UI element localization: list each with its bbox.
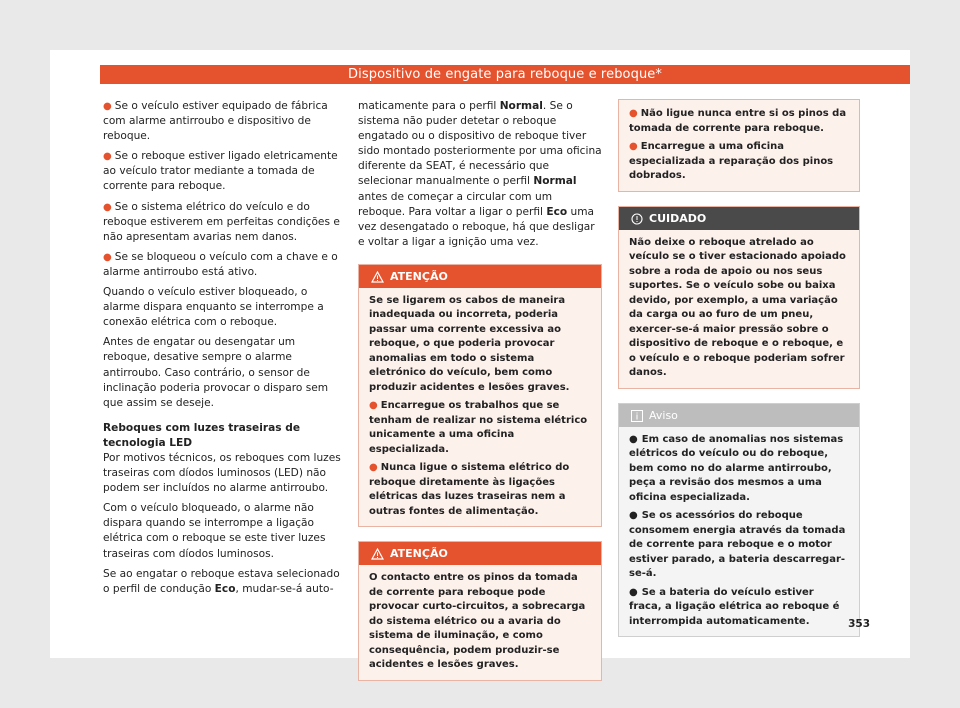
warning-box [358, 264, 602, 528]
warning-box [358, 541, 602, 681]
paragraph: Se ao engatar o reboque estava selecionado o perfil de condução Eco, mudar-se-á auto- [103, 567, 340, 595]
info-icon [631, 410, 643, 422]
exclamation-circle-icon [631, 213, 643, 225]
bullet-text: Se se bloqueou o veículo com a chave e o alarme antirroubo está ativo. [103, 250, 338, 278]
bullet-text: Se o veículo estiver equipado de fábrica com alarme antirroubo e dispositivo de reboque. [103, 100, 328, 143]
list-item: ● Se os acessórios do reboque consomem energia através da tomada de corrente para reboque e o motor estiver parado, a bateria descarregar-se-á. [629, 510, 846, 579]
warning-title: ATENÇÃO [359, 542, 601, 565]
warning-triangle-icon [371, 548, 384, 560]
list-item: ● Encarregue os trabalhos que se tenham de realizar no sistema elétrico unicamente a uma oficina especializada. [369, 400, 588, 455]
warning-title: ATENÇÃO [359, 265, 601, 288]
warning-text: Se se ligarem os cabos de maneira inadequada ou incorreta, poderia passar uma corrente excessiva ao reboque, o que poderia provocar anomalias em todo o sistema eletrónico do veículo, bem como produzir acidentes e lesões graves. [369, 294, 570, 393]
bullet-icon: ● [629, 433, 638, 445]
paragraph: Por motivos técnicos, os reboques com luzes traseiras com díodos luminosos (LED) não podem ser incluídos no alarme antirroubo. [103, 451, 341, 495]
warning-box-continued [618, 99, 860, 192]
profile-name: Eco [214, 582, 236, 595]
list-item [103, 99, 344, 144]
note-box [618, 403, 860, 638]
paragraph: Com o veículo bloqueado, o alarme não dispara quando se interrompe a ligação elétrica com o reboque se este tiver luzes traseiras com díodos luminosos. [103, 502, 326, 560]
list-item: ● Encarregue a uma oficina especializada a reparação dos pinos dobrados. [629, 141, 834, 181]
bullet-icon: ● [103, 101, 112, 112]
caution-box [618, 206, 860, 389]
bullet-icon: ● [103, 151, 112, 163]
bullet-icon: ● [629, 108, 638, 119]
column-3 [618, 99, 860, 637]
page-number: 353 [848, 618, 870, 630]
bullet-icon: ● [629, 586, 638, 598]
list-item [103, 200, 344, 245]
bullet-icon: ● [369, 400, 378, 412]
page [50, 50, 910, 671]
column-1 [103, 99, 344, 602]
note-body [619, 427, 859, 637]
page-header: Dispositivo de engate para reboque e reboque* [100, 65, 910, 84]
list-item [103, 149, 344, 194]
caution-text: Não deixe o reboque atrelado ao veículo se o tiver estacionado apoiado sobre a roda de apoio ou nos seus suportes. Se o veículo sobe ou baixa devido, por exemplo, a uma variação da carga ou ao furo de um pneu, exercer-se-á maior pressão sobre o dispositivo de reboque e o reboque, e o veículo e o reboque poderiam sofrer danos. [629, 236, 846, 378]
caution-title: CUIDADO [619, 207, 859, 230]
bullet-icon: ● [103, 201, 112, 213]
bullet-text: Se o sistema elétrico do veículo e do reboque estiverem em perfeitas condições e não apresentam avarias nem danos. [103, 200, 340, 243]
paragraph: maticamente para o perfil Normal. Se o sistema não puder detetar o reboque engatado ou o dispositivo de reboque tiver sido montado posteriormente por uma oficina diferente da SEAT, é necessário que selecionar manualmente o perfil Normal antes de começar a circular com um reboque. Para voltar a ligar o perfil Eco uma vez desengatado o reboque, há que desligar e voltar a ligar a ignição uma vez. [358, 100, 602, 248]
warning-body [359, 288, 601, 527]
list-item: ● Se a bateria do veículo estiver fraca, a ligação elétrica ao reboque é interrompida automaticamente. [629, 586, 840, 627]
list-item: ● Nunca ligue o sistema elétrico do reboque diretamente às ligações elétricas das luzes traseiras nem a outras fontes de alimentação. [369, 462, 570, 517]
warning-text: O contacto entre os pinos da tomada de corrente para reboque pode provocar curto-circuitos, a sobrecarga do sistema elétrico ou a avaria do sistema de iluminação, e como consequência, podem produzir-se acidentes e lesões graves. [369, 572, 586, 671]
bullet-icon: ● [629, 141, 638, 152]
bullet-text: Se o reboque estiver ligado eletricamente ao veículo trator mediante a tomada de corrente para reboque. [103, 150, 338, 193]
list-item: ● Em caso de anomalias nos sistemas elétricos do veículo ou do reboque, bem como no do alarme antirroubo, peça a revisão dos mesmos a uma oficina especializada. [629, 433, 844, 503]
section-heading: Reboques com luzes traseiras de tecnologia LED [103, 421, 301, 449]
caution-body [619, 230, 859, 388]
list-item: ● Não ligue nunca entre si os pinos da tomada de corrente para reboque. [629, 108, 847, 134]
warning-triangle-icon [371, 271, 384, 283]
note-title: Aviso [619, 404, 859, 427]
column-2 [358, 99, 602, 681]
bullet-icon: ● [103, 251, 112, 263]
bullet-icon: ● [369, 462, 378, 474]
paragraph: Quando o veículo estiver bloqueado, o alarme dispara enquanto se interrompe a conexão elétrica com o reboque. [103, 286, 324, 329]
paragraph: Antes de engatar ou desengatar um reboque, desative sempre o alarme antirroubo. Caso contrário, o sensor de inclinação poderia provocar o disparo sem que assim se deseje. [103, 336, 329, 409]
warning-body [359, 565, 601, 680]
list-item [103, 250, 344, 280]
bullet-icon: ● [629, 510, 638, 521]
